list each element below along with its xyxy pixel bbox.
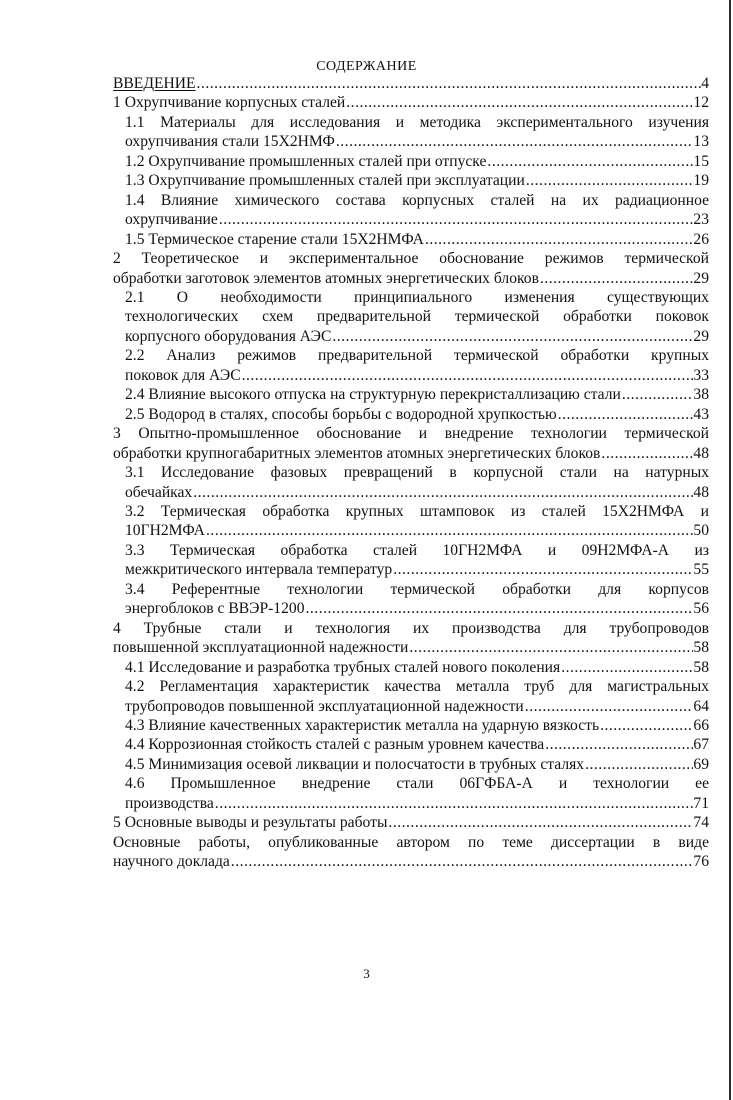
toc-entry[interactable] xyxy=(113,658,709,677)
toc-entry-row xyxy=(113,813,709,832)
toc-entry-page: 38 xyxy=(693,386,709,404)
toc-entry-row xyxy=(113,852,709,871)
toc-entry-title: корпусного оборудования АЭС xyxy=(125,327,332,345)
toc-entry-title: 4.4 Коррозионная стойкость сталей с разным уровнем качества xyxy=(125,736,545,754)
toc-entry[interactable] xyxy=(113,463,709,502)
toc-entry[interactable] xyxy=(113,249,709,288)
toc-entry-title: охрупчивания стали 15Х2НМФ xyxy=(125,133,335,151)
toc-entry-title: повышенной эксплуатационной надежности xyxy=(113,639,409,657)
dot-leader xyxy=(230,852,694,871)
toc-entry[interactable] xyxy=(113,288,709,346)
toc-entry-page: 58 xyxy=(693,658,709,676)
dot-leader xyxy=(539,269,693,288)
toc-entry-title: 4.3 Влияние качественных характеристик металла на ударную вязкость xyxy=(125,716,600,734)
toc-entry[interactable] xyxy=(113,833,709,872)
toc-entry-page: 48 xyxy=(693,483,709,501)
toc-entry-row xyxy=(125,697,709,716)
toc-entry-page: 58 xyxy=(693,639,709,657)
toc-entry-heading-line: Основные работы, опубликованные автором по теме диссертации в виде xyxy=(113,833,709,851)
toc-entry-page: 55 xyxy=(693,561,709,579)
toc-entry-heading-line: 2.2 Анализ режимов предварительной термической обработки крупных xyxy=(125,347,709,365)
dot-leader xyxy=(335,132,694,151)
toc-entry-row xyxy=(125,658,709,677)
toc-entry-title: ВВЕДЕНИЕ xyxy=(113,75,196,92)
toc-entry[interactable] xyxy=(113,677,709,716)
dot-leader xyxy=(557,405,694,424)
toc-entry-page: 69 xyxy=(693,755,709,773)
dot-leader xyxy=(345,93,693,112)
dot-leader xyxy=(196,74,702,93)
toc-entry-page: 64 xyxy=(693,697,709,715)
dot-leader xyxy=(408,638,693,657)
toc-entry-heading-line: 1.4 Влияние химического состава корпусных сталей на их радиационное xyxy=(125,191,709,209)
toc-entry-row xyxy=(125,735,709,754)
toc-entry-row xyxy=(125,599,709,618)
toc-entry-title: энергоблоков с ВВЭР-1200 xyxy=(125,600,305,618)
toc-entry-title: 4.5 Минимизация осевой ликвации и полосчатости в трубных сталях xyxy=(125,755,585,773)
dot-leader xyxy=(486,152,693,171)
dot-leader xyxy=(214,794,694,813)
toc-entry-title: обечайках xyxy=(125,483,193,501)
toc-entry-row xyxy=(125,230,709,249)
toc-entry-title: научного доклада xyxy=(113,853,230,871)
dot-leader xyxy=(192,483,693,502)
toc-entry[interactable] xyxy=(113,74,709,93)
dot-leader xyxy=(600,444,693,463)
dot-leader xyxy=(205,521,693,540)
toc-entry-page: 29 xyxy=(693,269,709,287)
toc-entry-heading-line: 3 Опытно-промышленное обоснование и внедрение технологии термической xyxy=(113,425,709,443)
toc-entry-title: поковок для АЭС xyxy=(125,366,241,384)
toc-entry-row xyxy=(113,444,709,463)
dot-leader xyxy=(331,327,693,346)
toc-entry-heading-line: 4 Трубные стали и технология их производства для трубопроводов xyxy=(113,619,709,637)
toc-entry-heading-line: 3.1 Исследование фазовых превращений в корпусной стали на натурных xyxy=(125,464,709,482)
toc-entry-title: 5 Основные выводы и результаты работы xyxy=(113,814,388,832)
dot-leader xyxy=(599,716,693,735)
toc-entry[interactable] xyxy=(113,385,709,404)
dot-leader xyxy=(560,658,693,677)
dot-leader xyxy=(544,735,693,754)
toc-entry-title: 1.3 Охрупчивание промышленных сталей при эксплуатации xyxy=(125,172,525,190)
dot-leader xyxy=(305,599,694,618)
toc-entry-row xyxy=(125,366,709,385)
dot-leader xyxy=(387,813,693,832)
toc-entry-row xyxy=(125,560,709,579)
toc-entry-title: 1.5 Термическое старение стали 15Х2НМФА xyxy=(125,230,424,248)
toc-entry-title: 4.1 Исследование и разработка трубных сталей нового поколения xyxy=(125,658,561,676)
toc-entry[interactable] xyxy=(113,774,709,813)
toc-entry-page: 4 xyxy=(701,75,709,92)
toc-entry-title: производства xyxy=(125,794,214,812)
page-title: СОДЕРЖАНИЕ xyxy=(316,59,417,74)
toc-entry-title: 2.5 Водород в сталях, способы борьбы с водородной хрупкостью xyxy=(125,405,557,423)
toc-entry[interactable] xyxy=(113,619,709,658)
dot-leader xyxy=(524,697,694,716)
toc-entry[interactable] xyxy=(113,813,709,832)
toc-entry[interactable] xyxy=(113,171,709,190)
dot-leader xyxy=(392,560,693,579)
toc-entry[interactable] xyxy=(113,93,709,112)
toc-entry-row xyxy=(125,210,709,229)
toc-entry-row xyxy=(125,152,709,171)
toc-entry-page: 48 xyxy=(693,444,709,462)
toc-entry-page: 50 xyxy=(693,522,709,540)
toc-entry-page: 19 xyxy=(693,172,709,190)
toc-entry[interactable] xyxy=(113,755,709,774)
toc-entry-heading-line: 3.2 Термическая обработка крупных штамповок из сталей 15Х2НМФА и xyxy=(125,502,709,520)
toc-entry-row xyxy=(125,755,709,774)
toc-entry-page: 43 xyxy=(693,405,709,423)
toc-entry-title: 2.4 Влияние высокого отпуска на структурную перекристаллизацию стали xyxy=(125,386,621,404)
toc-entry[interactable] xyxy=(113,502,709,541)
toc-entry-page: 56 xyxy=(693,600,709,618)
toc-entry-row xyxy=(125,385,709,404)
toc-entry-heading-line: 3.3 Термическая обработка сталей 10ГН2МФА и 09Н2МФА-А из xyxy=(125,541,709,559)
dot-leader xyxy=(584,755,693,774)
toc-entry-title: трубопроводов повышенной эксплуатационной надежности xyxy=(125,697,524,715)
toc-entry-page: 26 xyxy=(693,230,709,248)
page-number: 3 xyxy=(363,966,370,981)
toc-entry-row xyxy=(125,794,709,813)
toc-entry-heading-line: 3.4 Референтные технологии термической обработки для корпусов xyxy=(125,580,709,598)
toc-entry-row xyxy=(125,171,709,190)
toc-entry-page: 66 xyxy=(693,716,709,734)
toc-entry-page: 67 xyxy=(693,736,709,754)
toc-entry-title: охрупчивание xyxy=(125,211,218,229)
scan-edge-line xyxy=(729,0,731,1100)
toc-entry-row xyxy=(125,483,709,502)
dot-leader xyxy=(525,171,694,190)
toc-entry-page: 12 xyxy=(693,94,709,112)
toc-entry-heading-line: 1.1 Материалы для исследования и методика экспериментального изучения xyxy=(125,113,709,131)
toc-entry-page: 29 xyxy=(693,327,709,345)
dot-leader xyxy=(424,230,693,249)
toc-entry[interactable] xyxy=(113,716,709,735)
dot-leader xyxy=(621,385,694,404)
toc-entry-page: 13 xyxy=(693,133,709,151)
toc-entry-page: 74 xyxy=(693,814,709,832)
toc-entry-row xyxy=(125,132,709,151)
toc-entry[interactable] xyxy=(113,191,709,230)
toc-entry-row xyxy=(125,405,709,424)
toc-entry-row xyxy=(113,269,709,288)
toc-entry-heading-line: 4.6 Промышленное внедрение стали 06ГФБА-А и технологии ее xyxy=(125,775,709,793)
toc-entry-page: 76 xyxy=(693,853,709,871)
toc-entry-row xyxy=(125,716,709,735)
toc-entry[interactable] xyxy=(113,541,709,580)
toc-entry[interactable] xyxy=(113,405,709,424)
toc-entry[interactable] xyxy=(113,346,709,385)
dot-leader xyxy=(241,366,694,385)
toc-entry-heading-line: 2 Теоретическое и экспериментальное обоснование режимов термической xyxy=(113,250,709,268)
toc-entry-title: 1.2 Охрупчивание промышленных сталей при отпуске xyxy=(125,152,487,170)
toc-entry-title: обработки заготовок элементов атомных энергетических блоков xyxy=(113,269,539,287)
toc-entry-title: межкритического интервала температур xyxy=(125,561,393,579)
toc-entry-title: обработки крупногабаритных элементов атомных энергетических блоков xyxy=(113,444,601,462)
toc-entry-heading-line: технологических схем предварительной термической обработки поковок xyxy=(125,308,709,326)
toc-entry-page: 15 xyxy=(693,152,709,170)
toc-entry-page: 23 xyxy=(693,211,709,229)
toc-entry-title: 1 Охрупчивание корпусных сталей xyxy=(113,94,346,112)
toc-entry-heading-line: 2.1 О необходимости принципиального изменения существующих xyxy=(125,288,709,306)
toc-entry[interactable] xyxy=(113,580,709,619)
toc-entry[interactable] xyxy=(113,424,709,463)
table-of-contents xyxy=(113,74,709,872)
toc-entry[interactable] xyxy=(113,152,709,171)
toc-entry-row xyxy=(125,521,709,540)
toc-entry-row xyxy=(113,93,709,112)
toc-entry-row xyxy=(125,327,709,346)
dot-leader xyxy=(218,210,694,229)
toc-entry-heading-line: 4.2 Регламентация характеристик качества металла труб для магистральных xyxy=(125,678,709,696)
toc-entry[interactable] xyxy=(113,113,709,152)
toc-entry-row xyxy=(113,74,709,93)
toc-entry-page: 33 xyxy=(693,366,709,384)
toc-entry[interactable] xyxy=(113,735,709,754)
toc-entry-page: 71 xyxy=(693,794,709,812)
toc-entry-title: 10ГН2МФА xyxy=(125,522,205,540)
toc-entry-row xyxy=(113,638,709,657)
toc-entry[interactable] xyxy=(113,230,709,249)
